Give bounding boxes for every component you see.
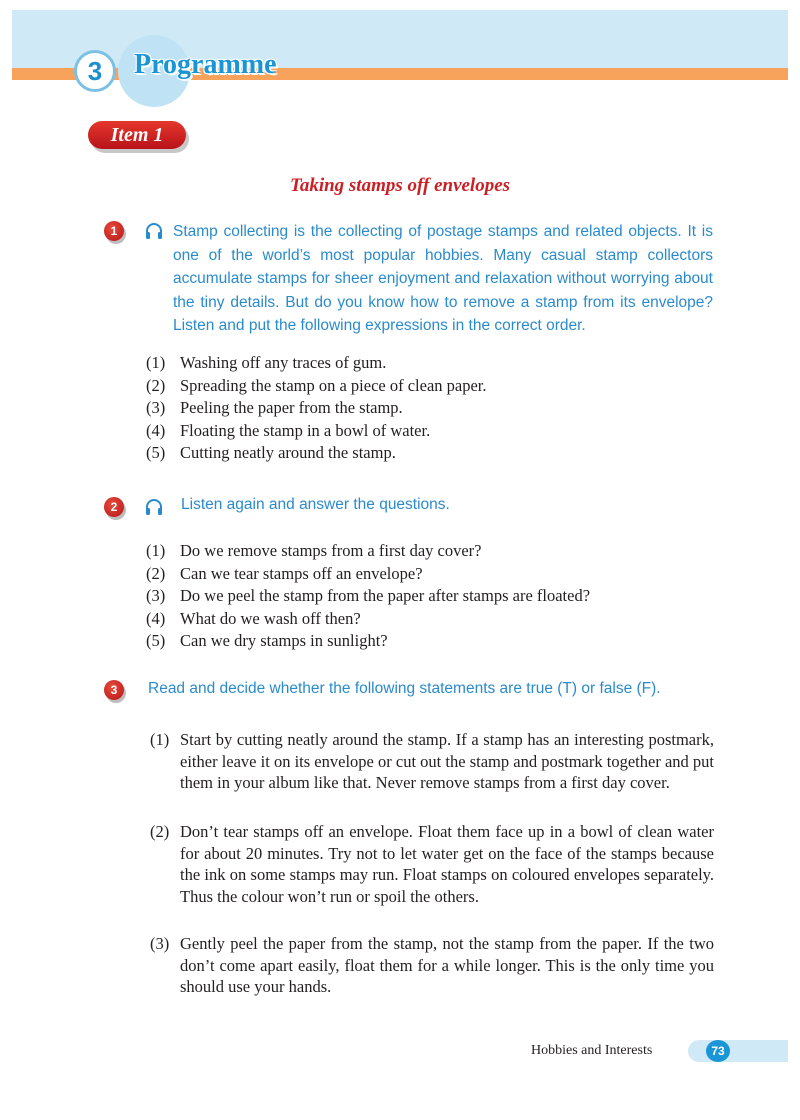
exercise-2-number: 2 (104, 497, 124, 517)
list-item: (2) Can we tear stamps off an envelope? (146, 563, 423, 583)
page-number: 73 (706, 1040, 730, 1062)
statement-item: (3) Gently peel the paper from the stamp, not the stamp from the paper. If the two don’t come apart easily, float them for a while longer. This is the only time you should use your hands. (150, 934, 714, 996)
list-item: (4) Floating the stamp in a bowl of water. (146, 420, 431, 440)
headphones-icon (144, 497, 164, 517)
list-item: (1) Do we remove stamps from a first day cover? (146, 541, 482, 560)
list-item: (1) Washing off any traces of gum. (146, 353, 387, 372)
section-title: Taking stamps off envelopes (289, 175, 511, 196)
list-item: (3) Do we peel the stamp from the paper after stamps are floated? (146, 586, 591, 605)
exercise-1-instruction: Stamp collecting is the collecting of postage stamps and related objects. It is one of the world’s most popular hobbies. Many casual stamp collectors accumulate stamps for sheer enjoyment and relaxation without worrying about the tiny details. But do you know how to remove a stamp from its envelope? Listen and put the following expressions in the correct order. (173, 223, 713, 334)
exercise-1-number: 1 (104, 221, 124, 241)
footer-unit-title: Hobbies and Interests (531, 1043, 653, 1058)
exercise-2-list (146, 540, 590, 653)
page-title: Programme (134, 49, 277, 80)
list-item: (5) Cutting neatly around the stamp. (146, 443, 396, 462)
list-item: (4) What do we wash off then? (146, 608, 361, 628)
unit-number-badge: 3 (74, 50, 116, 92)
exercise-3-instruction: Read and decide whether the following statements are true (T) or false (F). (148, 680, 661, 697)
exercise-1-list (146, 352, 487, 465)
statement-item: (1) Start by cutting neatly around the stamp. If a stamp has an interesting postmark, either leave it on its envelope or cut out the stamp and postmark together and put them in your album like that. Never remove stamps from a first day cover. (150, 730, 714, 792)
exercise-2-instruction: Listen again and answer the questions. (181, 496, 450, 513)
list-item: (5) Can we dry stamps in sunlight? (146, 631, 388, 650)
statement-item: (2) Don’t tear stamps off an envelope. Float them face up in a bowl of clean water for about 20 minutes. Try not to let water get on the face of the stamps because the ink on some stamps may run. Float stamps on coloured envelopes separately. Thus the colour won’t run or spoil the others. (150, 822, 714, 906)
list-item: (3) Peeling the paper from the stamp. (146, 398, 403, 417)
exercise-3-number: 3 (104, 680, 124, 700)
item-label: Item 1 (88, 121, 186, 149)
list-item: (2) Spreading the stamp on a piece of clean paper. (146, 375, 487, 395)
footer-band (688, 1040, 788, 1062)
headphones-icon (144, 221, 164, 241)
